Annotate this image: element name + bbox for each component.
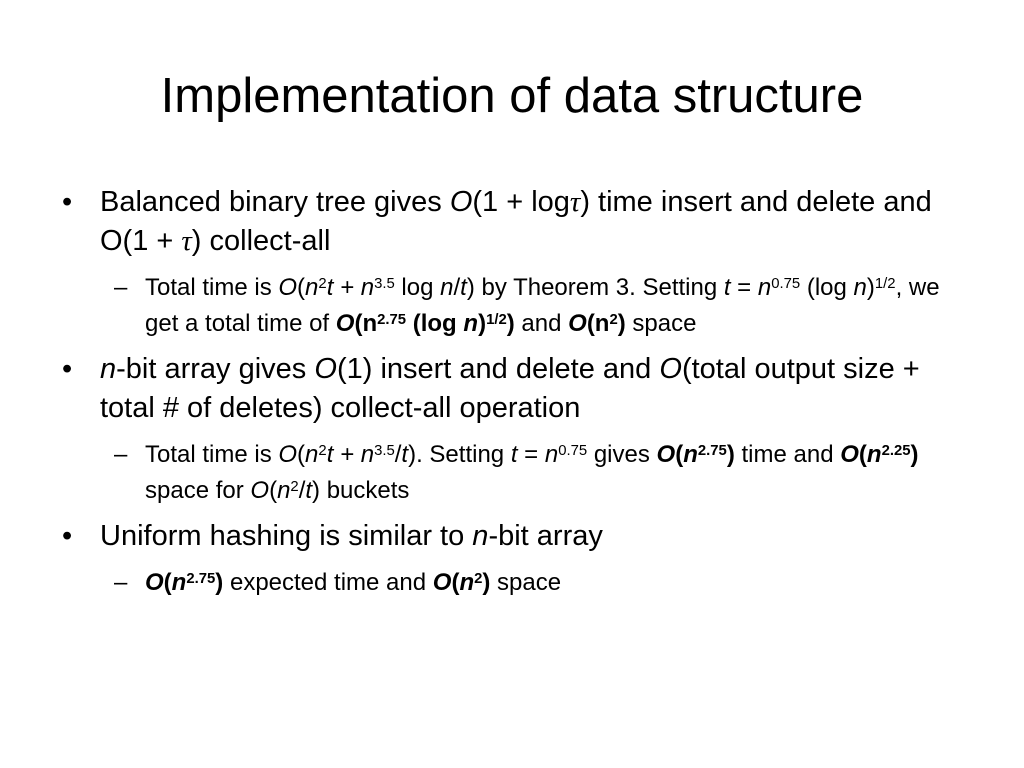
- bullet-marker: •: [62, 520, 73, 552]
- slide-title: Implementation of data structure: [160, 69, 864, 123]
- bullet-text: Uniform hashing is similar to n-bit array: [100, 520, 603, 552]
- slide-body: [60, 183, 960, 609]
- sub-bullet-array-total-time: [100, 437, 960, 509]
- bullet-uniform-hashing: [60, 517, 960, 556]
- sub-bullet-marker: –: [114, 274, 128, 301]
- bullet-marker: •: [62, 353, 73, 385]
- sub-bullet-text: $O(n^{2.75})$ expected time and $O(n^2)$ space: [145, 569, 562, 596]
- sub-bullet-marker: –: [114, 441, 128, 468]
- sub-bullet-text: Total time is $O(n^2t + n^{3.5}/t)$. Setting $t = n^{0.75}$ gives $O(n^{2.75})$ time and $O(n^{2.25})$ space for $O(n^2/t)$ buckets: [145, 441, 919, 504]
- sub-bullet-text: Total time is $O(n^2t + n^{3.5}$ log n/t) by Theorem 3. Setting $t = n^{0.75}$ (log n)$^{1/2}$, we get a total time of $O(n^{2.75}$ (log n)$^{1/2}$) and $O(n^2)$ space: [145, 274, 940, 337]
- bullet-n-bit-array: [60, 350, 960, 428]
- sub-bullet-marker: –: [114, 569, 128, 596]
- bullet-balanced-binary-tree: [60, 183, 960, 261]
- bullet-text: n-bit array gives O(1) insert and delete and O(total output size + total # of deletes) collect-all operation: [100, 353, 920, 424]
- bullet-marker: •: [62, 186, 73, 218]
- sub-bullet-tree-total-time: [100, 270, 960, 342]
- bullet-text: Balanced binary tree gives O(1 + logτ) time insert and delete and O(1 + τ) collect-all: [100, 186, 932, 257]
- sub-bullet-hashing-complexity: [100, 565, 960, 601]
